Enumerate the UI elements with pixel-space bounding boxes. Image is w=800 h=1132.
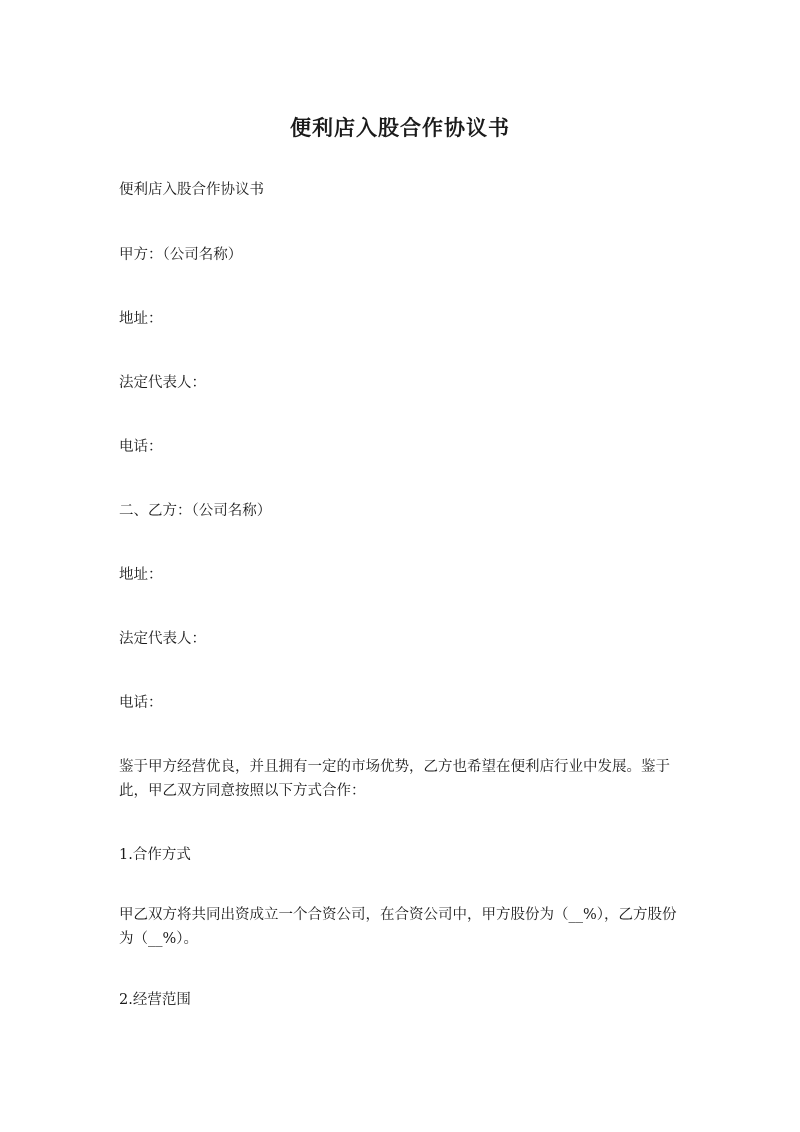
paragraph-party-a-address: 地址： [119,311,163,327]
paragraph-party-b-representative: 法定代表人： [119,631,206,647]
paragraph-party-b-phone: 电话： [119,695,163,711]
paragraph-shares: 甲乙双方将共同出资成立一个合资公司，在合资公司中，甲方股份为（__%），乙方股份为（__%）。 [119,907,677,947]
paragraph-party-a: 甲方：（公司名称） [119,247,243,263]
section-heading-scope: 2.经营范围 [119,992,191,1008]
section-heading-cooperation: 1.合作方式 [119,847,191,863]
document-title: 便利店入股合作协议书 [290,115,510,140]
paragraph-subtitle: 便利店入股合作协议书 [119,182,264,198]
paragraph-party-b-address: 地址： [119,567,163,583]
paragraph-party-b: 二、乙方：（公司名称） [119,503,272,519]
paragraph-party-a-phone: 电话： [119,439,163,455]
paragraph-party-a-representative: 法定代表人： [119,375,206,391]
paragraph-preamble: 鉴于甲方经营优良，并且拥有一定的市场优势，乙方也希望在便利店行业中发展。鉴于此，甲乙双方同意按照以下方式合作： [119,759,670,799]
